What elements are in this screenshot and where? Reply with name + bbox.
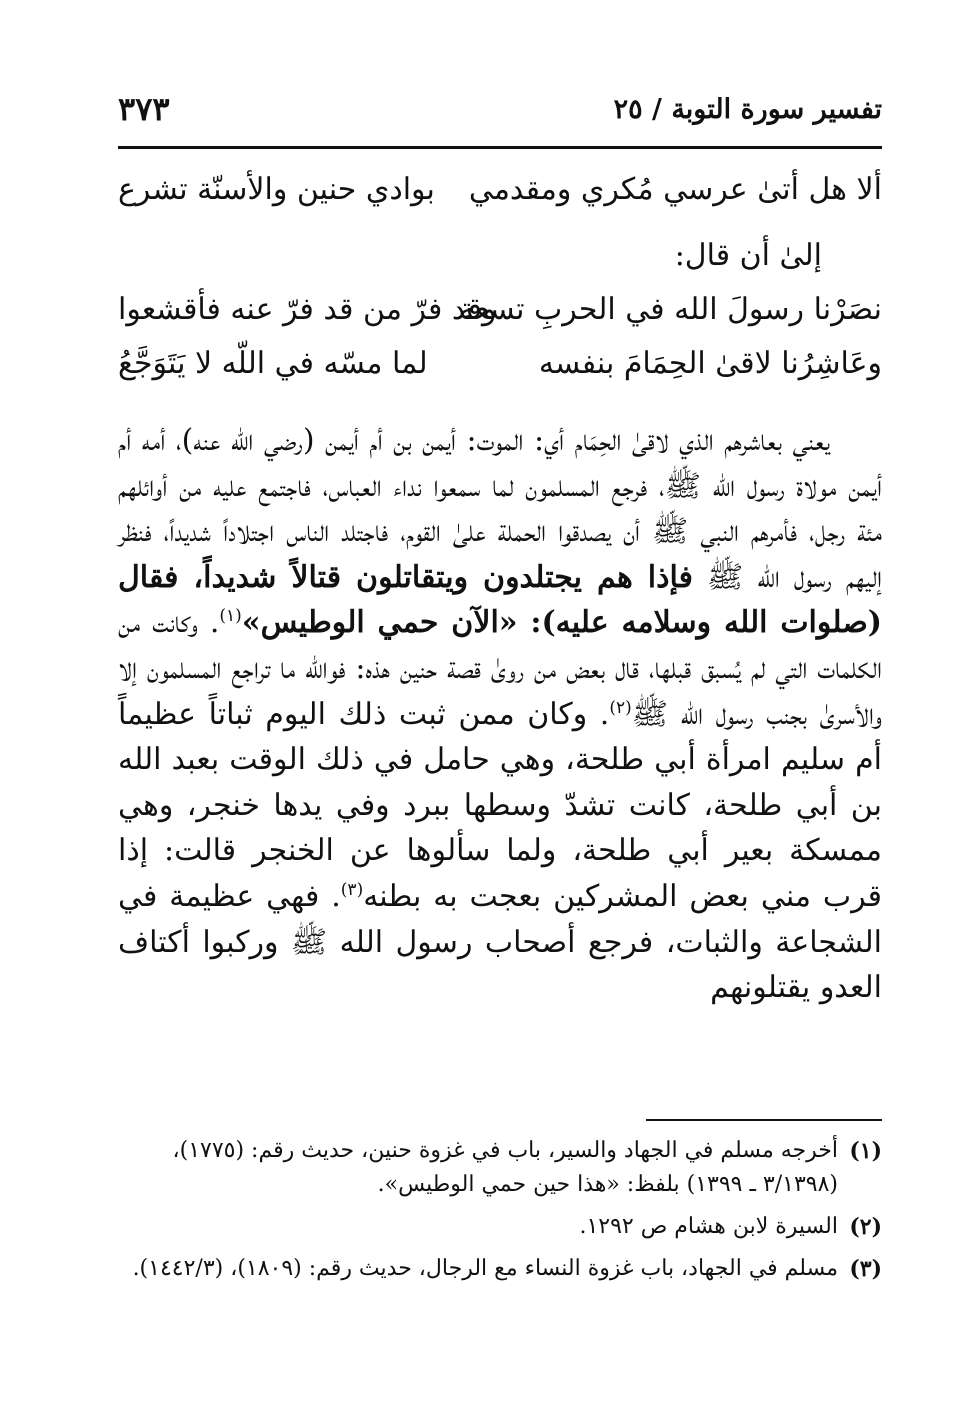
poem-verse-1 (118, 172, 882, 222)
poem-verse-3 (118, 346, 882, 396)
verse-3-second-hemistich: لما مسّه في اللّه لا يَتَوَجَّعُ (118, 346, 428, 381)
footnote-ref-3[interactable]: (٣) (340, 879, 364, 900)
verse-3-first-hemistich: وعَاشِرُنا لاقىٰ الحِمَامَ بنفسه (538, 346, 882, 381)
footnote-number: (١) (849, 1138, 882, 1164)
verse-1-first-hemistich: ألا هل أتىٰ عرسي مُكري ومقدمي (468, 172, 882, 207)
poem-verse-2 (118, 292, 882, 342)
footnote-text: السيرة لابن هشام ص ١٢٩٢. (579, 1214, 838, 1239)
footnote-text: أخرجه مسلم في الجهاد والسير، باب في غزوة حنين، حديث رقم: (١٧٧٥)، (٣/١٣٩٨ ـ ١٣٩٩) بلفظ: «هذا حين حمي الوطيس». (172, 1138, 838, 1197)
poem-interlude: إلىٰ أن قال: (674, 238, 822, 273)
footnote-1 (118, 1134, 882, 1202)
text-run-4: . وكان ممن ثبت ذلك اليوم ثباتاً عظيماً أم سليم امرأة أبي طلحة، وهي حامل في ذلك الوقت بعبد الله بن أبي طلحة، كانت تشدّ وسطها ببرد وفي يدها خنجر، وهي ممسكة بعير أبي طلحة، ولما سألوها عن الخنجر قالت: إذا قرب مني بعض المشركين بعجت به بطنه (118, 696, 882, 914)
verse-1-second-hemistich: بوادي حنين والأسنّة تشرع (118, 172, 435, 207)
header-divider (118, 146, 882, 149)
footnote-3 (118, 1252, 882, 1286)
footnote-text: مسلم في الجهاد، باب غزوة النساء مع الرجال، حديث رقم: (١٨٠٩)، (١٤٤٢/٣). (132, 1256, 838, 1281)
verse-2-first-hemistich: نصَرْنا رسولَ الله في الحربِ تسعة (458, 292, 882, 327)
paragraph (118, 418, 882, 1011)
body-paragraph (118, 418, 882, 1011)
text-run-3: . وكانت من الكلمات التي لم يُسبق قبلها، قال بعض من روىٰ قصة حنين هذه: فوالله ما تراجع المسلمون إلا والأسرىٰ بجنب رسول الله ﷺ (118, 605, 882, 732)
footnote-number: (٢) (849, 1214, 882, 1240)
footnotes (118, 1134, 882, 1294)
page-header (118, 88, 882, 136)
running-head: تفسير سورة التوبة / ٢٥ (613, 94, 882, 125)
footnote-number: (٣) (849, 1256, 882, 1282)
footnote-ref-2[interactable]: (٢) (609, 697, 632, 718)
footnote-ref-1[interactable]: (١) (219, 606, 242, 627)
text-run-2-bold: فإذا هم يجتلدون ويتقاتلون قتالاً شديداً، فقال (صلوات الله وسلامه عليه): «الآن حمي الوطيس» (118, 559, 882, 641)
verse-2-second-hemistich: وقد فرّ من قد فرّ عنه فأقشعوا (118, 292, 497, 327)
footnote-divider (646, 1119, 882, 1121)
footnote-2 (118, 1210, 882, 1244)
text-run-1: يعني بعاشرهم الذي لاقىٰ الحِمَام أي: الموت: أيمن بن أم أيمن (رضي الله عنه)، أمه أم أيمن مولاة رسول الله ﷺ، فرجع المسلمون لما سمعوا نداء العباس، فاجتمع عليه من أوائلهم مئة رجل، فأمرهم النبي ﷺ أن يصدقوا الحملة علىٰ القوم، فاجتلد الناس اجتلاداً شديداً، فنظر إليهم رسول الله ﷺ (118, 423, 882, 595)
page-number: ٣٧٣ (118, 90, 170, 128)
text-run-5: . فهي عظيمة في الشجاعة والثبات، فرجع أصحاب رسول الله ﷺ وركبوا أكتاف العدو يقتلونهم (118, 878, 882, 1006)
